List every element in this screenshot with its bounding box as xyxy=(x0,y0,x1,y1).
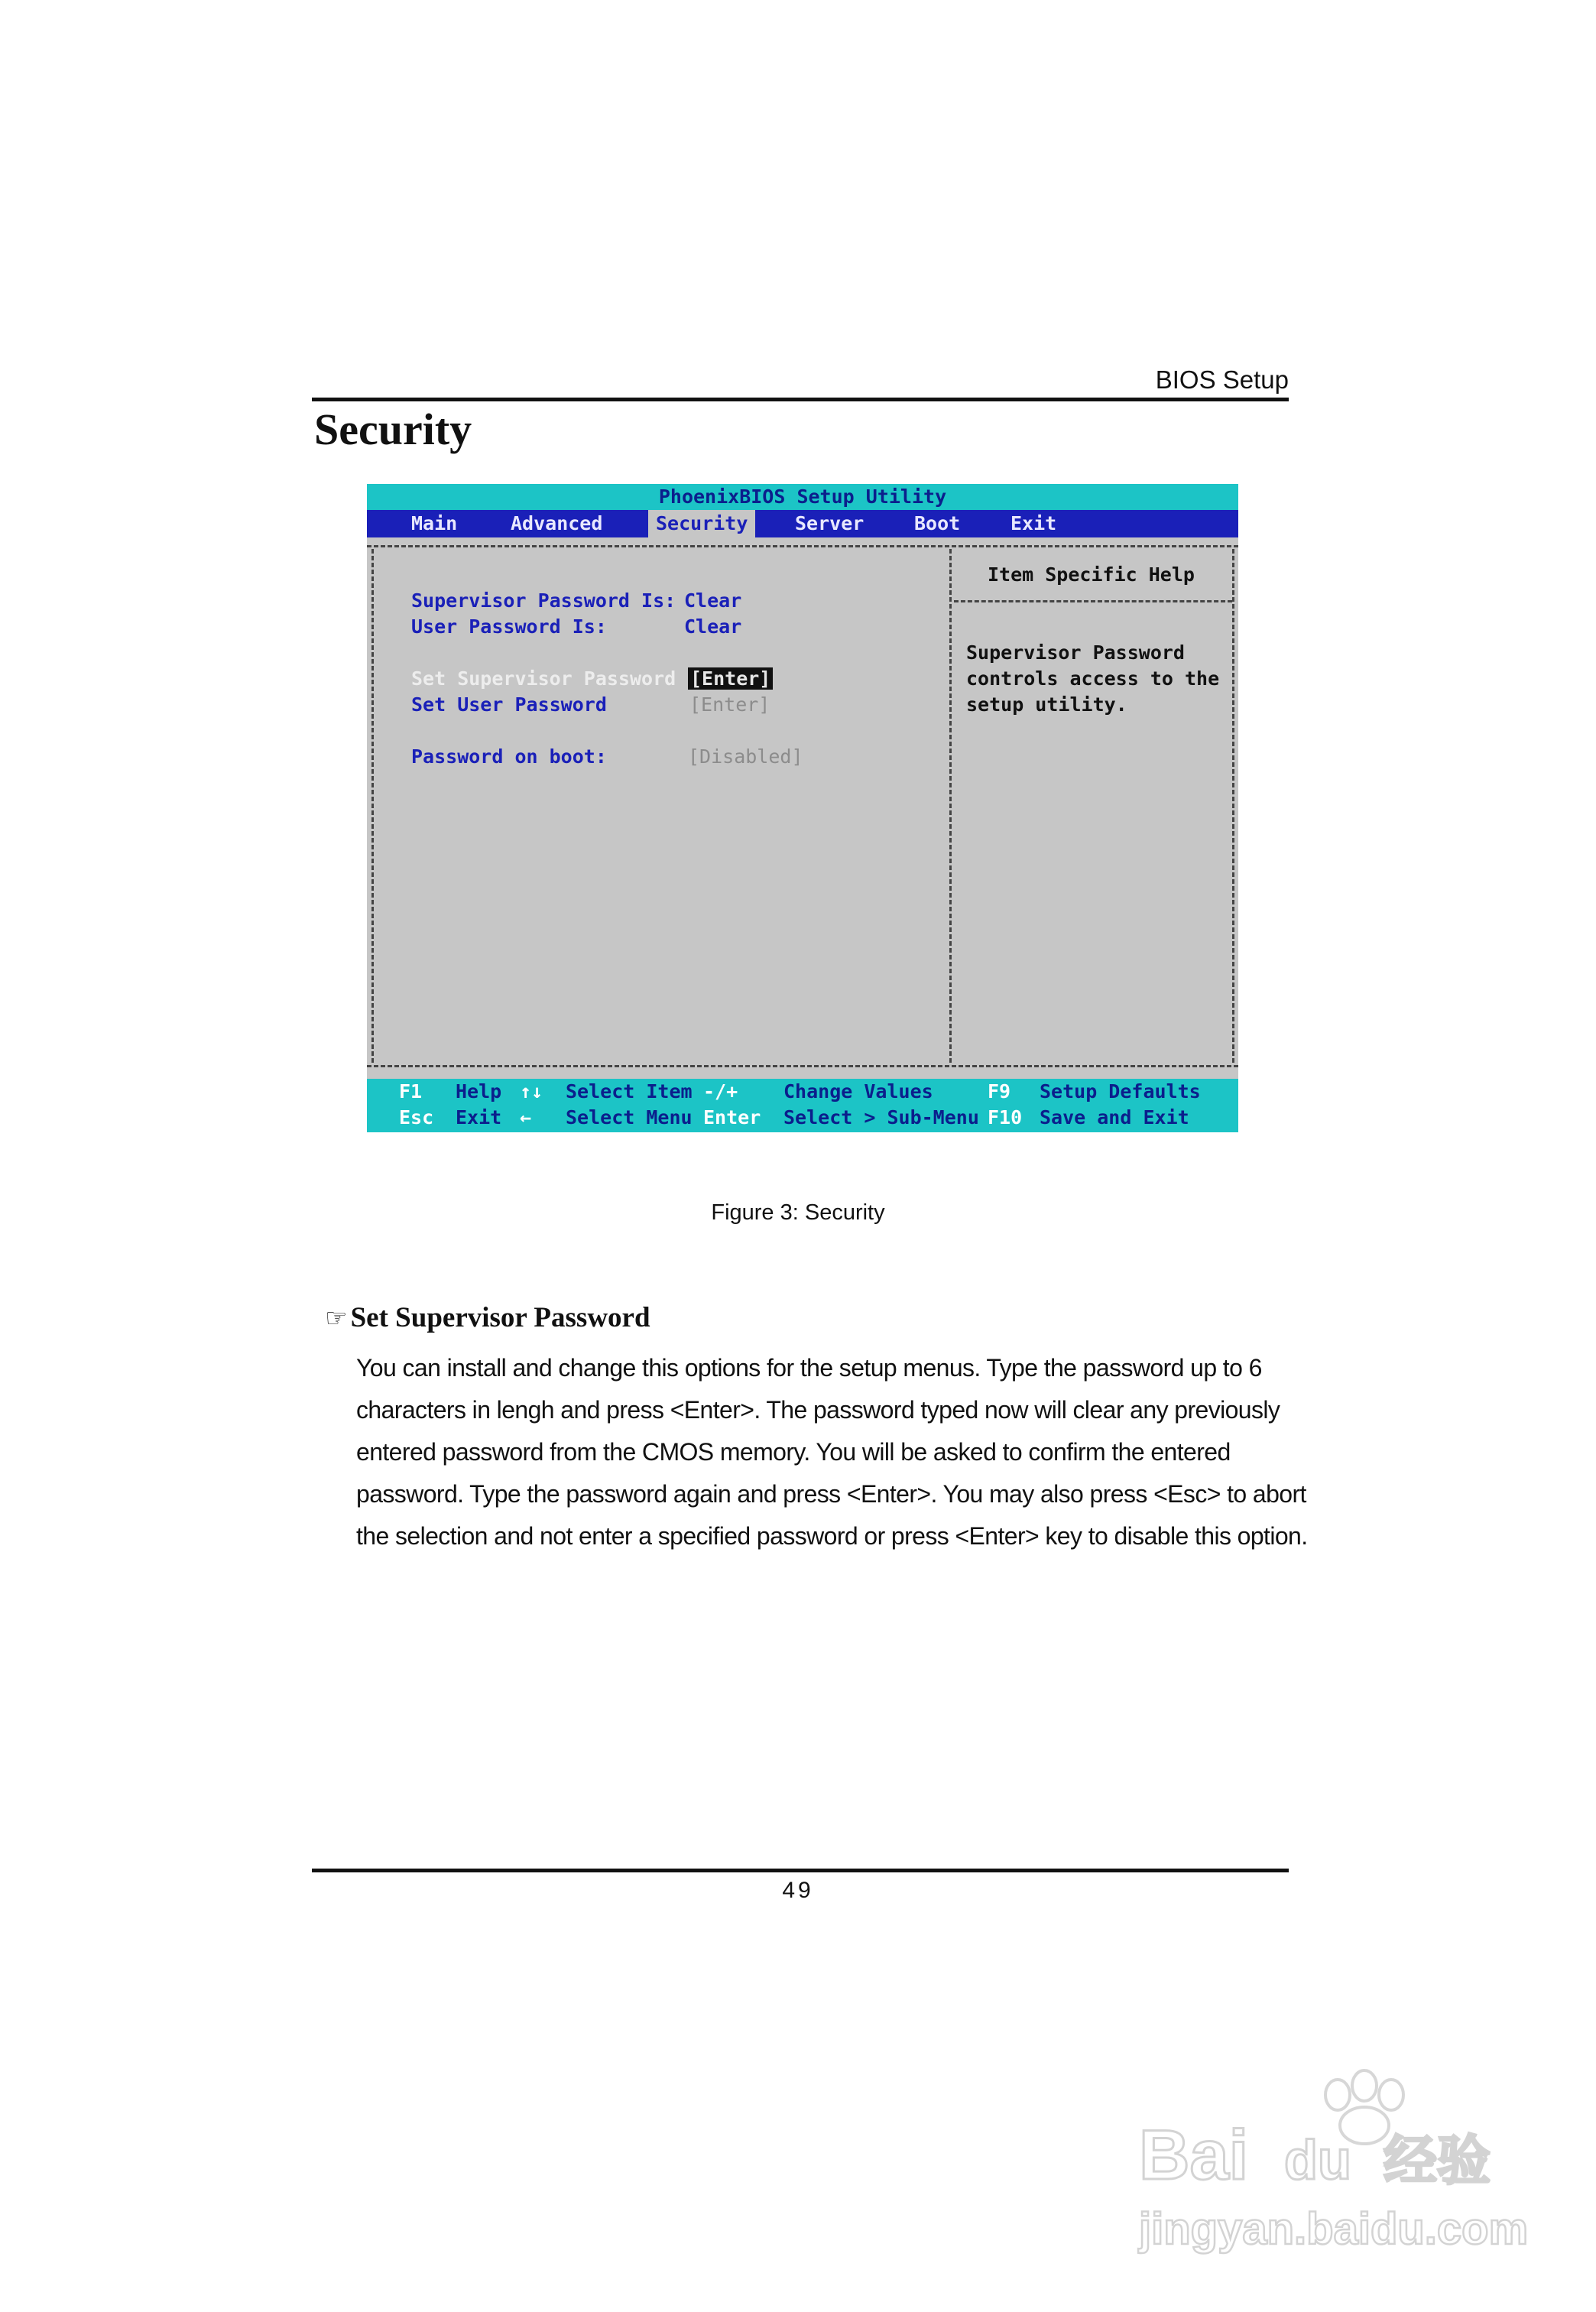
footer-key: Esc xyxy=(399,1106,434,1128)
set-user-password-field[interactable]: [Enter] xyxy=(689,693,770,716)
bios-title: PhoenixBIOS Setup Utility xyxy=(367,484,1238,510)
bios-menu-exit[interactable]: Exit xyxy=(1010,512,1057,534)
supervisor-password-is-value: Clear xyxy=(684,589,742,612)
subsection-title-text: Set Supervisor Password xyxy=(350,1302,650,1333)
pointing-hand-icon: ☞ xyxy=(325,1305,348,1333)
bios-menu-server[interactable]: Server xyxy=(795,512,864,534)
footer-desc: Change Values xyxy=(783,1080,933,1102)
bios-footer xyxy=(367,1079,1238,1132)
footer-key: ↑↓ xyxy=(520,1080,543,1102)
body-line: characters in lengh and press <Enter>. The password typed now will clear any previously xyxy=(356,1396,1280,1424)
body-paragraph xyxy=(356,1347,1308,1557)
running-head: BIOS Setup xyxy=(1155,365,1289,394)
user-password-is-label: User Password Is: xyxy=(411,615,607,638)
svg-text:经验: 经验 xyxy=(1384,2129,1491,2192)
supervisor-password-is-label: Supervisor Password Is: xyxy=(411,589,676,612)
section-title: Security xyxy=(314,404,472,454)
bios-help-divider xyxy=(949,549,952,1063)
footer-key: F10 xyxy=(988,1106,1023,1128)
body-line: the selection and not enter a specified password or press <Enter> key to disable this option. xyxy=(356,1522,1308,1550)
bottom-rule xyxy=(312,1869,1289,1872)
svg-text:jingyan.baidu.com: jingyan.baidu.com xyxy=(1139,2204,1529,2254)
bios-help-title-rule xyxy=(954,600,1232,602)
bios-bottom-border xyxy=(367,1065,1238,1067)
footer-desc: Select Menu xyxy=(566,1106,693,1128)
footer-key: Enter xyxy=(703,1106,761,1128)
footer-desc: Setup Defaults xyxy=(1040,1080,1201,1102)
bios-menu-advanced[interactable]: Advanced xyxy=(511,512,603,534)
body-line: entered password from the CMOS memory. You will be asked to confirm the entered xyxy=(356,1438,1231,1466)
bios-screenshot xyxy=(367,484,1238,1132)
footer-desc: Exit xyxy=(456,1106,502,1128)
svg-text:Bai: Bai xyxy=(1139,2116,1249,2194)
baidu-watermark xyxy=(1131,2064,1544,2263)
footer-desc: Select Item xyxy=(566,1080,693,1102)
password-on-boot-label[interactable]: Password on boot: xyxy=(411,745,607,768)
footer-key: F9 xyxy=(988,1080,1011,1102)
footer-key: -/+ xyxy=(703,1080,738,1102)
set-supervisor-password-field[interactable]: [Enter] xyxy=(688,667,773,690)
bios-top-border xyxy=(367,545,1238,547)
password-on-boot-field[interactable]: [Disabled] xyxy=(688,745,803,768)
bios-menu-main[interactable]: Main xyxy=(411,512,458,534)
help-title: Item Specific Help xyxy=(988,563,1195,586)
set-supervisor-password-label[interactable]: Set Supervisor Password xyxy=(411,667,676,690)
help-text: Supervisor Password controls access to the setup utility. xyxy=(966,641,1220,716)
footer-desc: Save and Exit xyxy=(1040,1106,1189,1128)
svg-text:du: du xyxy=(1284,2130,1351,2191)
bios-menu-security[interactable]: Security xyxy=(648,510,755,537)
set-user-password-label[interactable]: Set User Password xyxy=(411,693,607,716)
figure-caption: Figure 3: Security xyxy=(711,1200,885,1225)
footer-key: F1 xyxy=(399,1080,423,1102)
subsection-title xyxy=(325,1301,650,1334)
footer-desc: Select > Sub-Menu xyxy=(783,1106,979,1128)
bios-right-border xyxy=(1232,549,1234,1063)
bios-menu-boot[interactable]: Boot xyxy=(914,512,961,534)
body-line: You can install and change this options for the setup menus. Type the password up to 6 xyxy=(356,1354,1262,1382)
bios-menubar xyxy=(367,510,1238,537)
footer-desc: Help xyxy=(456,1080,502,1102)
body-line: password. Type the password again and press <Enter>. You may also press <Esc> to abort xyxy=(356,1480,1306,1508)
bios-left-border xyxy=(371,549,374,1063)
page-number: 49 xyxy=(782,1878,814,1903)
footer-key: ← xyxy=(520,1106,532,1128)
top-rule xyxy=(312,398,1289,401)
user-password-is-value: Clear xyxy=(684,615,742,638)
